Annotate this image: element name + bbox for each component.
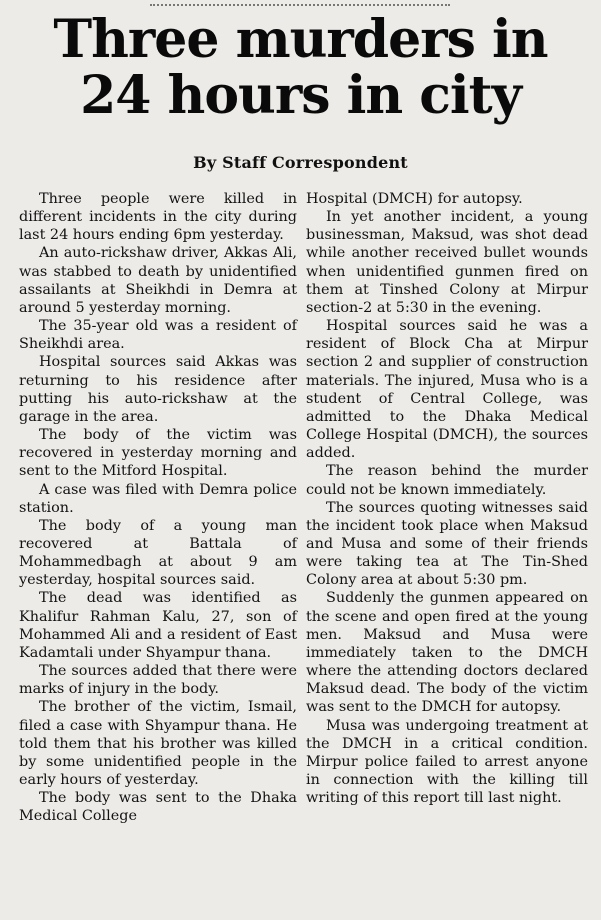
headline-line-2: 24 hours in city	[80, 65, 521, 126]
paragraph: The body of a young man recovered at Battala of Mohammedbagh at about 9 am yesterday, hospital sources said.	[19, 517, 297, 589]
byline: By Staff Correspondent	[193, 153, 408, 172]
paragraph: The sources added that there were marks of injury in the body.	[19, 663, 297, 698]
paragraph: The 35-year old was a resident of Sheikhdi area.	[19, 318, 297, 353]
paragraph: The reason behind the murder could not be known immediately.	[306, 463, 588, 498]
paragraph: The body of the victim was recovered in yesterday morning and sent to the Mitford Hospital.	[19, 427, 297, 480]
paragraph: A case was filed with Demra police station.	[19, 481, 297, 516]
paragraph: Hospital sources said he was a resident of Block Cha at Mirpur section 2 and supplier of construction materials. The injured, Musa who is a student of Central College, was admitted to the Dhaka Medical College Hospital (DMCH), the sources added.	[306, 318, 588, 462]
paragraph: Three people were killed in different incidents in the city during last 24 hours ending 6pm yesterday.	[19, 191, 297, 244]
paragraph-continuation: Hospital (DMCH) for autopsy.	[306, 191, 523, 207]
paragraph: The dead was identified as Khalifur Rahman Kalu, 27, son of Mohammed Ali and a resident of East Kadamtali under Shyampur thana.	[19, 590, 297, 661]
paragraph: Suddenly the gunmen appeared on the scene and open fired at the young men. Maksud and Musa were immediately taken to the DMCH where the attending doctors declared Maksud dead. The body of the victim was sent to the DMCH for autopsy.	[306, 590, 588, 716]
headline	[0, 9, 601, 126]
paragraph: Musa was undergoing treatment at the DMCH in a critical condition. Mirpur police failed to arrest anyone in connection with the killing till writing of this report till last night.	[306, 717, 588, 807]
paragraph: An auto-rickshaw driver, Akkas Ali, was stabbed to death by unidentified assailants at Sheikhdi in Demra at around 5 yesterday morning.	[19, 245, 297, 316]
top-cropped-edge	[0, 0, 601, 8]
article-column-left	[19, 190, 297, 825]
headline-line-1: Three murders in	[53, 9, 548, 70]
article-column-right	[306, 190, 588, 807]
paragraph: Hospital sources said Akkas was returning to his residence after putting his auto-rickshaw at the garage in the area.	[19, 354, 297, 425]
paragraph: In yet another incident, a young businessman, Maksud, was shot dead while another received bullet wounds when unidentified gunmen fired on them at Tinshed Colony at Mirpur section-2 at 5:30 in the evening.	[306, 209, 588, 316]
paragraph: The body was sent to the Dhaka Medical College	[19, 790, 297, 825]
paragraph: The brother of the victim, Ismail, filed a case with Shyampur thana. He told them that his brother was killed by some unidentified people in the early hours of yesterday.	[19, 699, 297, 788]
paragraph: The sources quoting witnesses said the incident took place when Maksud and Musa and some of their friends were taking tea at The Tin-Shed Colony area at about 5:30 pm.	[306, 499, 588, 589]
cropped-text-remnant	[150, 0, 450, 6]
